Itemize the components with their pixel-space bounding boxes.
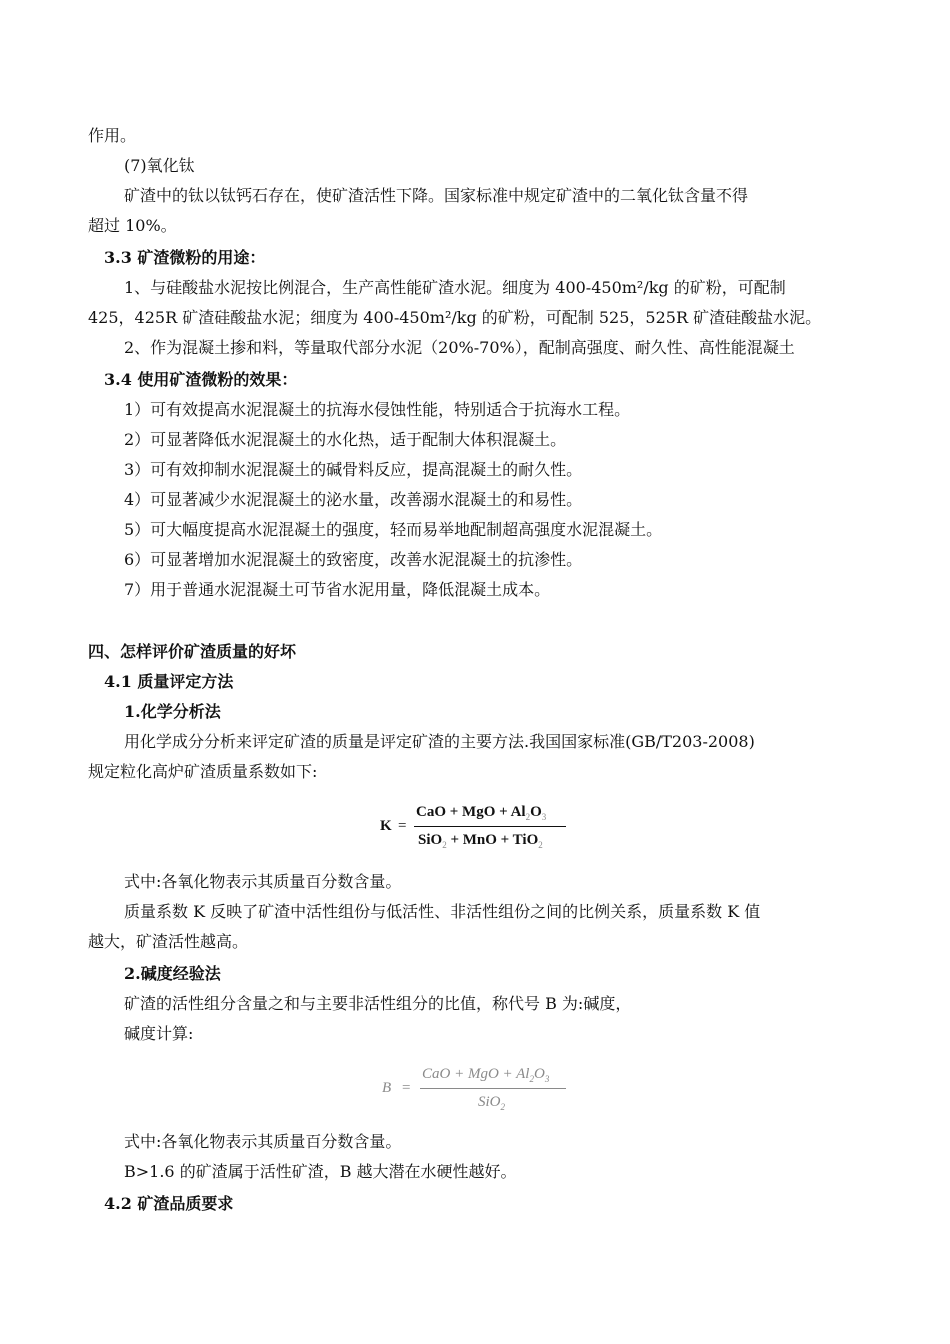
paragraph-text: 作用。 [88, 126, 137, 145]
paragraph-text: 规定粒化高炉矿渣质量系数如下: [88, 762, 318, 781]
paragraph-text: 式中:各氧化物表示其质量百分数含量。 [124, 1132, 402, 1151]
section-heading-3-3: 3.3 矿渣微粉的用途： [104, 248, 266, 267]
formula-b-symbol: B [382, 1080, 392, 1096]
formula-equals-sign: = [402, 1080, 411, 1096]
denominator-text: SiO [478, 1094, 501, 1110]
list-item: 1）可有效提高水泥混凝土的抗海水侵蚀性能，特别适合于抗海水工程。 [124, 400, 631, 419]
paragraph-text: 超过 10%。 [88, 216, 177, 235]
paragraph-text: 2、作为混凝土掺和料，等量取代部分水泥（20%-70%），配制高强度、耐久性、高性能混凝土 [124, 338, 795, 357]
subscript: 3 [544, 1074, 550, 1084]
subscript: 2 [442, 840, 447, 850]
subscript: 2 [529, 1074, 534, 1084]
numerator-text: CaO + MgO + Al [422, 1066, 530, 1082]
formula-k-symbol: K [380, 818, 392, 834]
paragraph-text: 碱度计算: [124, 1024, 194, 1043]
paragraph-text: 矿渣的活性组分含量之和与主要非活性组分的比值，称代号 B 为:碱度， [124, 994, 632, 1013]
paragraph-text: 越大，矿渣活性越高。 [88, 932, 249, 951]
section-heading-4-2: 4.2 矿渣品质要求 [104, 1194, 234, 1213]
formula-numerator [416, 804, 546, 821]
chapter-heading-4: 四、怎样评价矿渣质量的好坏 [88, 642, 297, 661]
denominator-text: SiO [418, 832, 443, 848]
paragraph-text: 矿渣中的钛以钛钙石存在，使矿渣活性下降。国家标准中规定矿渣中的二氧化钛含量不得 [124, 186, 749, 205]
section-heading-4-1: 4.1 质量评定方法 [104, 672, 234, 691]
paragraph-text: 式中:各氧化物表示其质量百分数含量。 [124, 872, 402, 891]
list-item: 3）可有效抑制水泥混凝土的碱骨料反应，提高混凝土的耐久性。 [124, 460, 583, 479]
subheading-titanium-oxide: (7)氧化钛 [124, 156, 195, 175]
subscript: 2 [525, 812, 531, 822]
formula-denominator [418, 832, 543, 849]
quality-coefficient-formula [380, 800, 580, 856]
formula-equals-sign: = [398, 818, 407, 834]
fraction-bar [414, 826, 566, 827]
paragraph-text: 1、与硅酸盐水泥按比例混合，生产高性能矿渣水泥。细度为 400-450m²/kg 的矿粉，可配制 [124, 278, 786, 297]
list-item: 7）用于普通水泥混凝土可节省水泥用量，降低混凝土成本。 [124, 580, 551, 599]
denominator-text: + MnO + TiO [446, 832, 539, 848]
paragraph-text: 用化学成分分析来评定矿渣的质量是评定矿渣的主要方法.我国国家标准(GB/T203-2008) [124, 732, 755, 751]
list-item: 6）可显著增加水泥混凝土的致密度，改善水泥混凝土的抗渗性。 [124, 550, 583, 569]
fraction-bar [420, 1088, 566, 1089]
subscript: 2 [538, 840, 543, 850]
subsection-heading-chemical-analysis: 1.化学分析法 [124, 702, 221, 721]
list-item: 2）可显著降低水泥混凝土的水化热，适于配制大体积混凝土。 [124, 430, 567, 449]
alkalinity-formula [382, 1062, 582, 1118]
formula-numerator [422, 1066, 549, 1083]
numerator-text: CaO + MgO + Al [416, 804, 526, 820]
paragraph-text: B>1.6 的矿渣属于活性矿渣，B 越大潜在水硬性越好。 [124, 1162, 517, 1181]
formula-denominator [478, 1094, 505, 1111]
list-item: 5）可大幅度提高水泥混凝土的强度，轻而易举地配制超高强度水泥混凝土。 [124, 520, 663, 539]
paragraph-text: 质量系数 K 反映了矿渣中活性组份与低活性、非活性组份之间的比例关系，质量系数 K 值 [124, 902, 761, 921]
subscript: 3 [541, 812, 547, 822]
paragraph-text: 425，425R 矿渣硅酸盐水泥；细度为 400-450m²/kg 的矿粉，可配制 525，525R 矿渣硅酸盐水泥。 [88, 308, 822, 327]
numerator-text: O [530, 804, 542, 820]
numerator-text: O [533, 1066, 545, 1082]
list-item: 4）可显著减少水泥混凝土的泌水量，改善溺水混凝土的和易性。 [124, 490, 583, 509]
subsection-heading-alkalinity-method: 2.碱度经验法 [124, 964, 221, 983]
section-heading-3-4: 3.4 使用矿渣微粉的效果： [104, 370, 298, 389]
subscript: 2 [500, 1102, 505, 1112]
